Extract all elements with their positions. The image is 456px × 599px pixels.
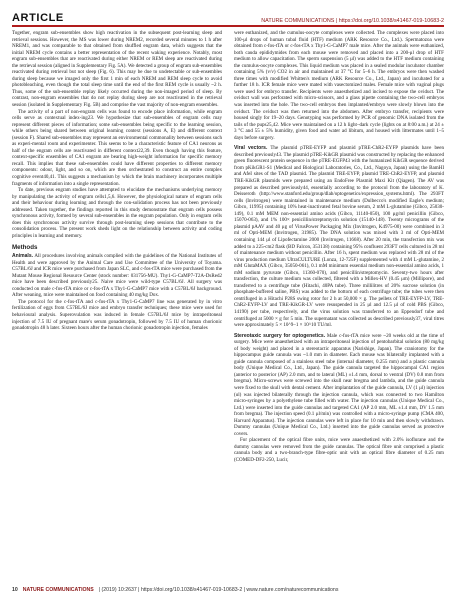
article-label: ARTICLE [12,12,64,24]
methods-paragraph [234,333,444,438]
body-paragraph: Together, engram sub-ensembles show high reactivation in the subsequent post-learning sleep and retrieval sessions. However, the MS was lower during NREM2, recorded several minutes to 1 h after NREM1, and was comparable to that obtained from shuffled engram data, which suggests that the initial NREM cycle contains a better representation of the recent waking experience. Notably, most engram sub-ensembles that are reactivated during either NREM or REM sleep are reactivated during the retrieval session (aligned in Supplementary Fig. 5A). We detected a group of engram sub-ensembles reactivated during retrieval but not sleep (Fig. 6). This may be due to undetectable or sub-ensembles during sleep because we imaged only the first 1 min of each NREM and REM sleep cycle to avoid photobleaching, even though the total sleep time until the end of the first REM cycle is usually ~2 h. Thus, some of the sub-ensemble replay likely occurred during the non-imaged period of sleep. By contrast, non-engram ensembles that do not replay during sleep are not reactivated in the retrieval session (isolated in Supplementary Fig. 5B) and comprise the vast majority of non-engram ensembles. [12,30,222,109]
run-in-heading: Animals. [12,253,34,260]
footer-citation[interactable]: | (2019) 10:2637 | https://doi.org/10.1038/s41467-019-10683-2 | www.nature.com/naturecommunications [98,586,339,593]
right-column [234,30,444,578]
methods-text: The protocol for the c-fos-tTA and c-fos-tTA x Thy1-G-CaMP7 line was generated by in vitro fertilization of eggs from C57BL/6J mice and embryo transfer techniques; these mice were used for behavioural analysis. Superovulation was induced in female C57BL/6J mice by intraperitoneal injection of 7.5 IU of pregnant mare's serum gonadotropin, followed by 7.5 IU of human chorionic gonadotropin 48 h later. Sixteen hours after the human chorionic gonadotropin injection, females [12,298,222,332]
body-paragraph: To date, previous engram studies have attempted to elucidate the mechanisms underlying memory by manipulating the activity of engram cells1,5,6. However, the physiological nature of engram cells and their behaviour during learning and through the con-solidation process has not been previously addressed. Taken together, the findings reported in this study demonstrate that engram cells possess synchronous activity, formed by several sub-ensembles in the engram population. Only in engram cells does this synchronous activity survive through post-learning sleep sessions that contribute to the consolidation process. The present work sheds light on the relationship between activity and coding principles in learning and memory. [12,187,222,239]
page-number: 10 [12,586,18,593]
body-paragraph: were euthanized, and the cumulus-oocyte complexes were collected. The complexes were placed into 100-μl drops of human tubal fluid (HTF) medium (ARK Resource Co., Ltd.). Spermatozoa were obtained from c-fos-tTA or c-fos-tTA x Thy1-G-CaMP7 male mice. After the animals were euthanized, both cauda epididymides from each mouse were removed and placed into a 200-μl drop of HTF medium to allow capacitation. The sperm suspension (5 μl) was added to the HTF medium containing the cumulus-oocyte complexes. This liquid medium was placed in a sealed modular incubator chamber containing 5% (v/v) CO2 in air and maintained at 37 °C for 5–6 h. The embryos were then washed three times with modified Whitten's medium (ARK Resource Co., Ltd., Japan) and incubated for a further 18 h. ICR female mice were mated with vasectomized males. Female mice with vaginal plugs were used for embryo transfer. Recipients were anaesthetized and incised to expose the oviduct. The oviduct wall was perforated with micro-scissors, and a glass pipette containing the two-cell embryos was inserted into the hole. The two-cell embryos then implanted/embryo were slowly blown into the oviduct. The oviduct was then returned into the abdomen. After embryo transfer, recipients were housed singly for 19–20 days. Genotyping was performed by PCR of genomic DNA isolated from the tails of the pups25,42. Mice were maintained on a 12 h light–dark cycle (lights on at 8:00 a.m.) at 24 ± 3 °C and 55 ± 5% humidity, given food and water ad libitum, and housed with littermates until 1–5 days before surgery. [234,30,444,141]
header-rule [12,25,444,27]
run-in-heading: Stereotaxic surgery for optogenetics. [234,332,326,339]
page-footer [12,585,444,594]
run-in-heading: Viral vectors. [234,145,268,152]
methods-text: The plasmid pTRE-EYFP and plasmid pTRE-ChR2-EYFP plasmids have been described previously43. The plasmid pTRE-KikGR plasmid was constructed by replacing the enhanced green fluorescent protein sequence in the pTRE-EGFP43 with the humanized KikGR sequence derived from pKikGR1-S1 (Medical and Biological Laboratories, Co., Ltd., Nagoya, Japan) using the BamHI and AfeI sites of the TAD plasmid. The plasmid TRE-EYFP, plasmid TRE-ChR2-EYFP, and plasmid TRE-KikGR plasmids were prepared using an EndoFree Plasmid Maxi Kit (Qiagen). The AV was prepared as described previously44, essentially according to the protocol from the laboratory of K. Deisseroth (http://www.stanford.edu/group/dlab/optogenetics/expression_systems.html). The 293FT cells (Invitrogen) were maintained in maintenance medium (Dulbecco's modified Eagle's medium; Gibco, 11995) containing 10% heat-inactivated fetal bovine serum, 2 mM L-glutamine (Gibco, 25030-149), 0.1 mM MEM non-essential amino acids (Gibco, 11140-050), 100 μg/ml penicillin (Gibco, 15070-063), and 1% 100× penicillin/streptomycin solution (15140-148). Twenty micrograms of the plasmid pAAV and 40 μg of VirusPower Packaging Mix (Invitrogen, K4975-00) were combined in 3 ml of Opti-MEM (Invitrogen, 31985). The DNA solution was mixed with 3 ml of Opti-MEM containing 144 μl of Lipofectamine 2000 (Invitrogen, 11668). After 20 min, the transfection mix was added to a 225-cm2 flask (BD Falcon, 353138) containing 95% confluent 293FT cells cultured in 28 ml of maintenance medium without penicillin. After 16 h, spent medium was replaced with 28 ml of the virus production medium UltraCULTURE (Lonza, 12-725F) supplemented with 4 mM L-glutamine, 2 mM GlutaMAX (Gibco, 35050-061), 0.1 mM minimum essential medium non-essential amino acids, 1 mM sodium pyruvate (Gibco, 11360-070), and penicillin/streptomycin. Seventy-two hours after transfection, the culture medium was collected, filtered with a Millex-HV (0.45 μm) (Millipore), and transferred to a centrifuge tube (Hitachi, 40PA tube). Three millilitres of 20% sucrose solution (in phosphate-buffered saline, PBS) was added to the bottom of each centrifuge tube; the tubes were then centrifuged in a Hitachi P28S swing rotor for 2 h at 50,000 × g. The pellets of TRE-EYFP-LV, TRE-ChR2-EYFP-LV and TRE-KikGR-LV were resuspended in 25 μl and 12.5 μl of cold PBS (Gibco, 14190) per tube, respectively, and the virus solution was transferred to an Eppendorf tube and centrifuged at 5000 × g for 5 min. The supernatant was collected as described previously37, viral titres were approximately 5 × 10^9–1 × 10^10 TU/ml. [234,145,444,329]
left-column [12,30,222,578]
journal-doi-link[interactable]: NATURE COMMUNICATIONS | https://doi.org/10.1038/s41467-019-10683-2 [261,18,444,24]
methods-paragraph [234,437,444,463]
methods-paragraph [12,299,222,332]
methods-heading: Methods [12,243,38,251]
body-paragraph: The activity of a part of non-engram cells was found to encode place information, while engram cells serve as contextual index-ing23. We hypothesize that sub-ensembles of engram cells may represent different pieces of information; some sub-ensembles being specific to the learning session, while others being shared between original learning context (sessions A, E) and different context (session F). Shared sub-ensembles may represent an environmental commonality between sessions such as experi-mental room and experimenter. This seems to be a characteristic feature of CA1 neurons as half of the engram cells are reactivated in different context22,39. Even though having this feature, context-specific ensembles of CA1 engram are bearing high-weight information for specific memory recall. This implies that these sub-ensembles could have different properties to different memory components: odour, light, and so on, which are then orchestrated to construct an entire complex cognitive event40,41. This suggests a mechanism by which the brain machinery incorporates multiple fragments of information into a single representation. [12,108,222,187]
page-header [12,8,444,24]
methods-text: All procedures involving animals complied with the guidelines of the National Institutes of Health and were approved by the Animal Care and Use Committee of the University of Toyama. C57BL/6J and ICR mice were purchased from Japan SLC, and c-fos-tTA mice were purchased from the Mutant Mouse Regional Resource Center (stock number: 031756-MU). Thy1-G-CaMP7-T2A-DsRed2 mice have been described previously25. Naive mice were wild-type C57BL/6J. All surgery was conducted on male c-fos-tTA mice or c-fos-tTA x Thy1-G-CaMP7 mice with a C57BL/6J background. After weaning, mice were maintained on food containing 40 mg/kg Dox. [12,253,222,299]
footer-journal: NATURE COMMUNICATIONS [22,586,94,593]
methods-text: For placement of the optical fibre units, mice were anaesthetized with 2.0% isoflurane and the dummy cannulas were removed from the guide cannulas. The optical fibre unit comprised a plastic cannula body and a two-branch-type fibre-optic unit with an optical fibre diameter of 0.25 mm (COMED-DF2-250, Lucir, [234,437,444,463]
methods-text: Male c-fos-tTA mice were ~20 weeks old at the time of surgery. Mice were anaesthetized with an intraperitoneal injection of pentobarbital solution (80 mg/kg of body weight) and placed in a stereotactic apparatus (Narishige, Japan). The craniotomy for the hippocampus guide cannula was ~1.0 mm in diameter. Each mouse was bilaterally implanted with a guide cannula composed of a stainless steel tube (internal diameter, 0.255 mm) and a plastic cannula body (Unique Medical Co., Ltd., Japan). The guide cannula targeted the hippocampal CA1 region (anterior to posterior (AP) 2.0 mm, and to lateral (ML) ±1.4 mm, dorsal to ventral (DV) 0.8 mm from bregma). Micro-screws were screwed into the skull near bregma and lambda, and the guide cannula were fixed to the skull with dental cement. After implantation of the guide cannula, LV (1 μl) injection (ul) was injected bilaterally through the injection cannula, which was connected to two Hamilton micro-syringes by a polyethylene tube filled with water. The injection cannulas (Unique Medical Co., Ltd.) were inserted into the guide cannulas and targeted CA1 (AP 2.0 mm, ML ±1.4 mm, DV 1.5 mm from bregma). The injection speed (0.1 μl/min) was controlled with a micro-syringe pump (CMA 400, Harvard Apparatus). The injection cannulas were left in place for 10 min and then slowly withdrawn. Dummy cannulas (Unique Medical Co., Ltd.) inserted into the guide cannulas served as protective covers. [234,332,444,437]
methods-paragraph [12,253,222,299]
methods-paragraph [234,145,444,328]
